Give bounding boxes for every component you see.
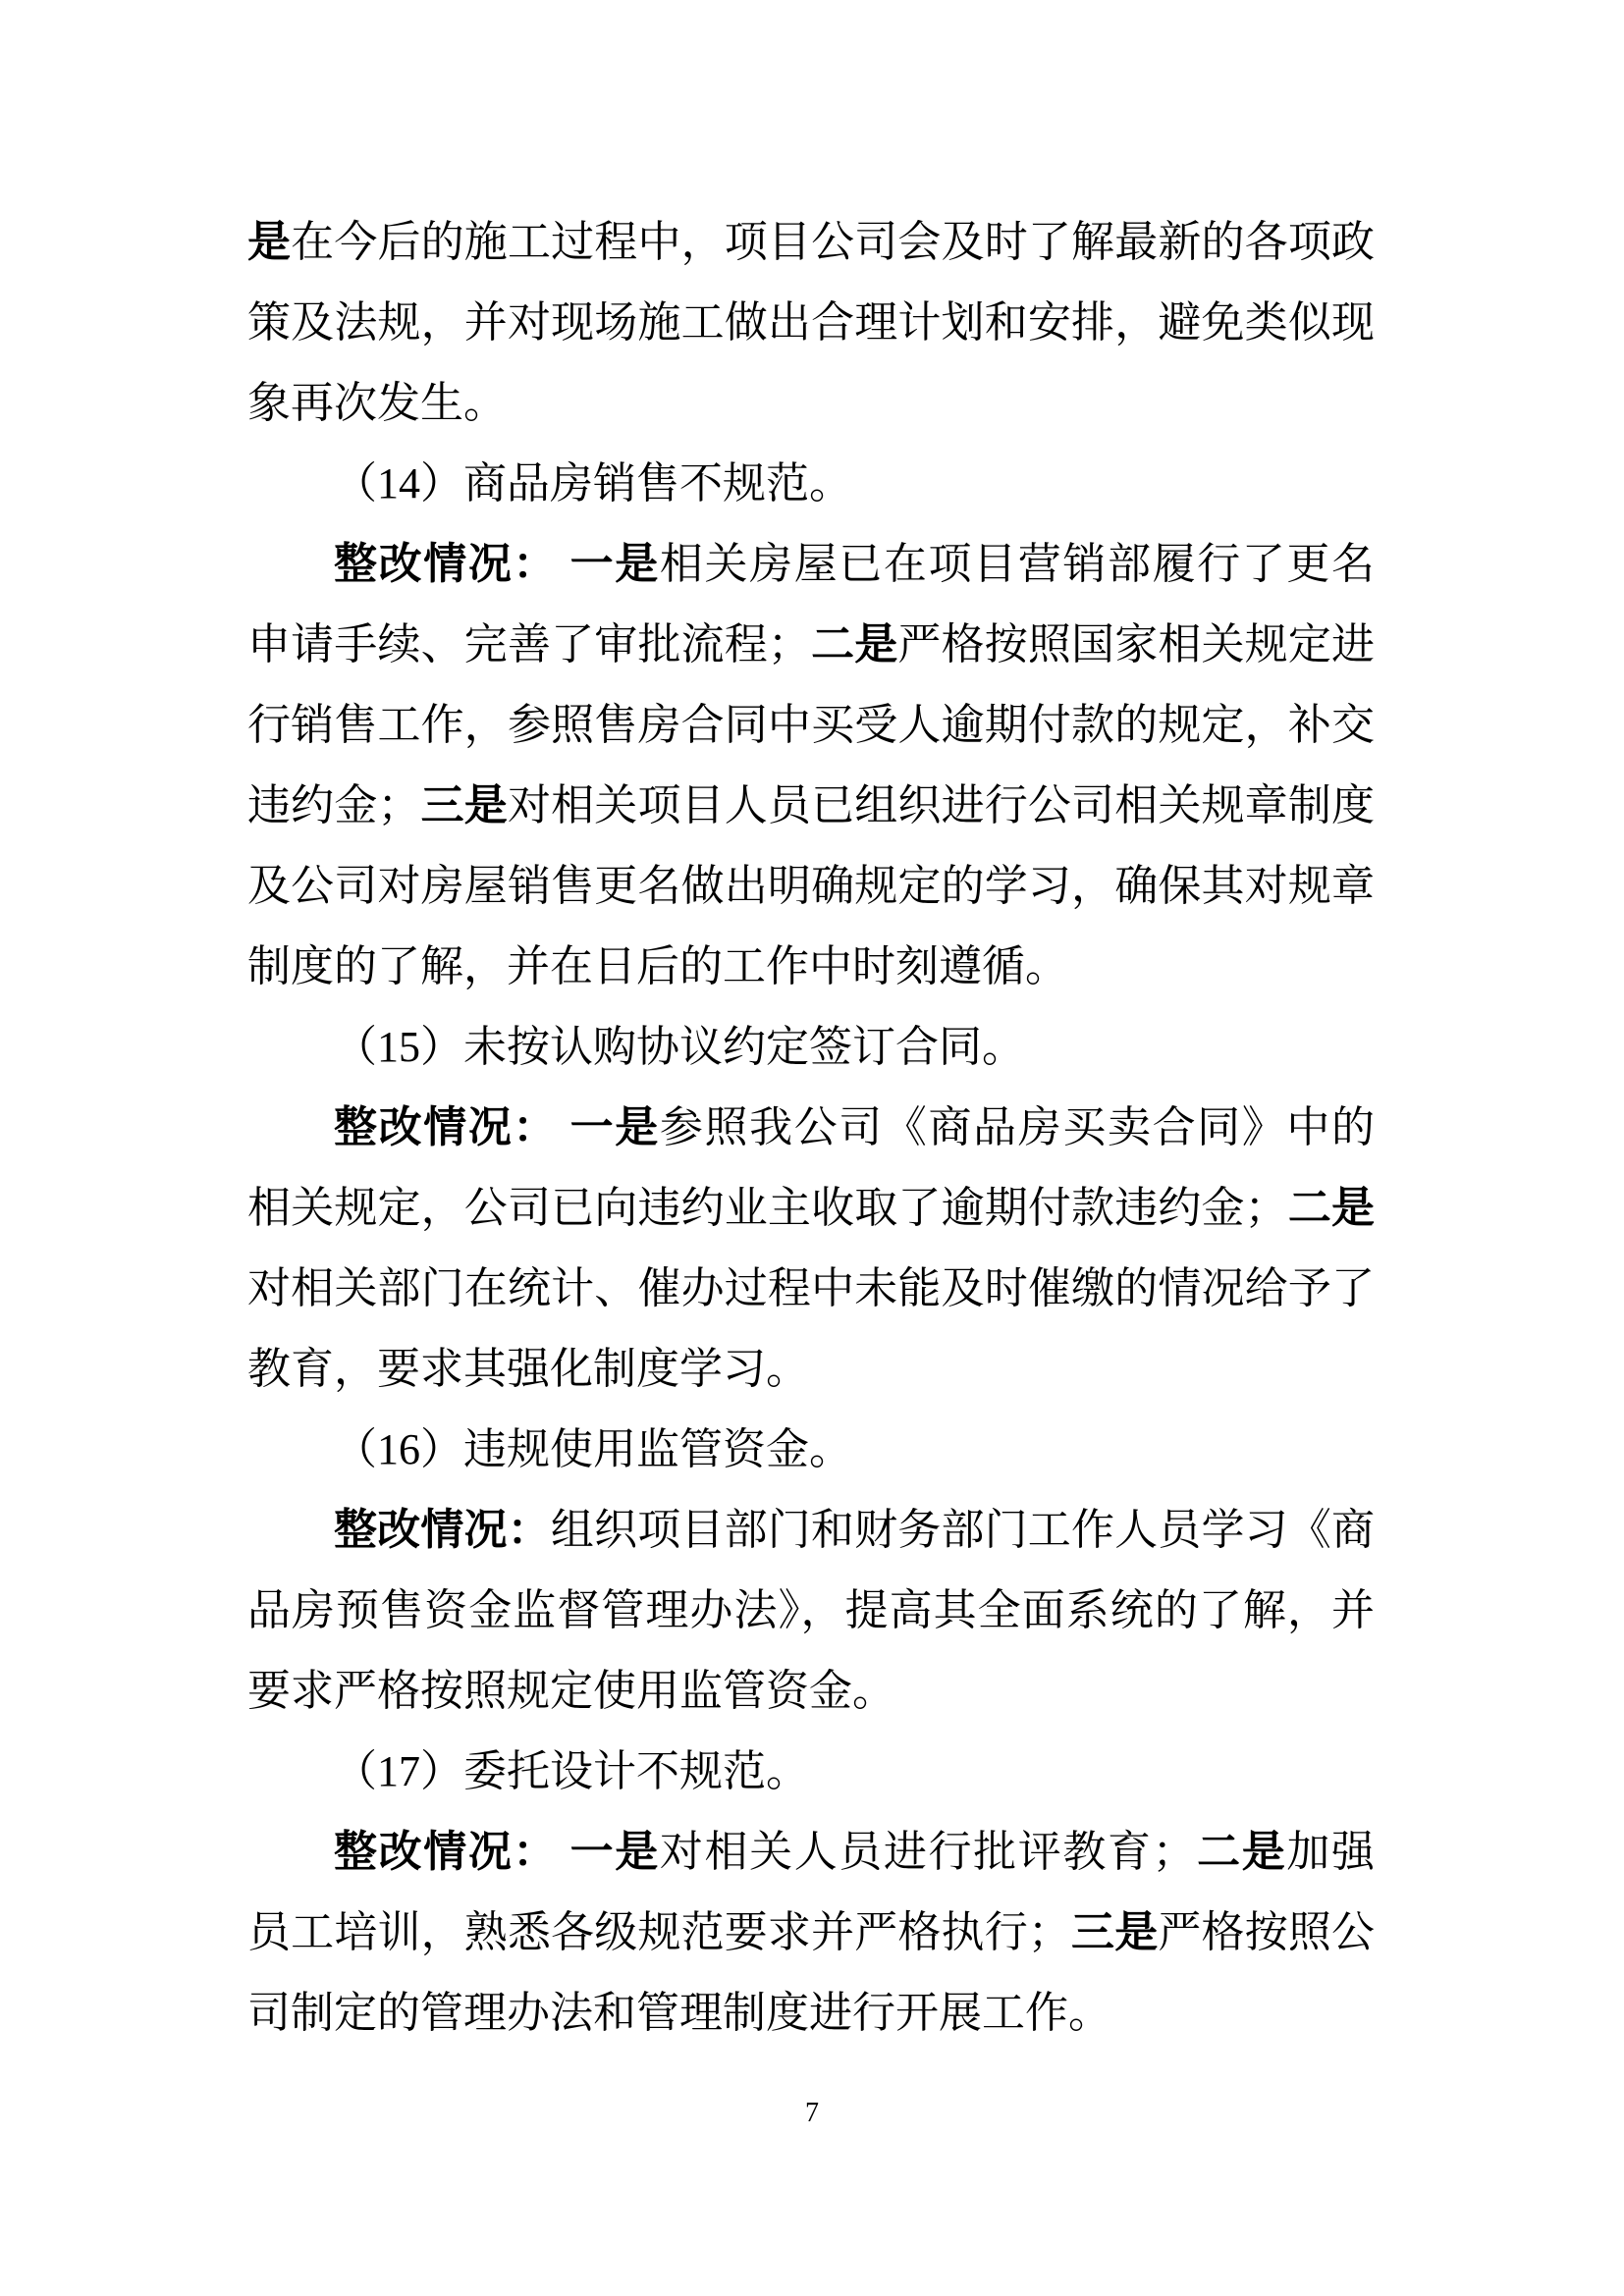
paragraph <box>247 202 1375 444</box>
text-run <box>558 540 570 588</box>
bold-run: 二是 <box>1195 1828 1287 1876</box>
bold-run: 整改情况： <box>334 1506 551 1554</box>
text-run: 对相关部门在统计、催办过程中未能及时催缴的情况给予了教育，要求其强化制度学习。 <box>247 1264 1375 1393</box>
paragraph <box>247 444 1375 524</box>
bold-run: 整改情况： <box>334 1103 559 1151</box>
text-run: （15）未按认购协议约定签订合同。 <box>334 1023 1025 1071</box>
bold-run: 一是 <box>569 1828 660 1876</box>
text-run: （17）委托设计不规范。 <box>334 1747 809 1795</box>
text-run: （14）商品房销售不规范。 <box>334 459 852 507</box>
bold-run: 一是 <box>569 1103 660 1151</box>
paragraph <box>247 1088 1375 1410</box>
paragraph <box>247 1732 1375 1812</box>
bold-run: 是 <box>247 218 292 266</box>
text-run: 对相关人员进行批评教育； <box>659 1828 1196 1876</box>
page-number: 7 <box>805 2098 819 2128</box>
text-block <box>247 202 1375 2054</box>
bold-run: 一是 <box>569 540 660 588</box>
paragraph <box>247 1007 1375 1088</box>
bold-run: 三是 <box>1070 1908 1159 1956</box>
bold-run: 二是 <box>1287 1184 1376 1232</box>
bold-run: 二是 <box>810 620 898 668</box>
text-run <box>558 1103 570 1151</box>
text-run: 参照我公司《商品房买卖合同》中的相关规定，公司已向违约业主收取了逾期付款违约金； <box>247 1103 1376 1232</box>
text-run: 在今后的施工过程中，项目公司会及时了解最新的各项政策及法规，并对现场施工做出合理计划和安排，避免类似现象再次发生。 <box>247 218 1376 427</box>
text-run: 相关房屋已在项目营销部履行了更名申请手续、完善了审批流程； <box>247 540 1376 668</box>
text-run <box>558 1828 570 1876</box>
paragraph <box>247 1490 1375 1732</box>
text-run: 加强员工培训，熟悉各级规范要求并严格执行； <box>247 1828 1376 1956</box>
bold-run: 整改情况： <box>334 1828 559 1876</box>
paragraph <box>247 1812 1375 2054</box>
paragraph <box>247 524 1375 1007</box>
text-run: 严格按照国家相关规定进行销售工作，参照售房合同中买受人逾期付款的规定，补交违约金； <box>247 620 1376 829</box>
text-run: 对相关项目人员已组织进行公司相关规章制度及公司对房屋销售更名做出明确规定的学习，确保其对规章制度的了解，并在日后的工作中时刻遵循。 <box>247 781 1376 990</box>
text-run: 严格按照公司制定的管理办法和管理制度进行开展工作。 <box>247 1908 1376 2037</box>
paragraph <box>247 1410 1375 1490</box>
bold-run: 整改情况： <box>334 540 559 588</box>
text-run: 组织项目部门和财务部门工作人员学习《商品房预售资金监督管理办法》，提高其全面系统的了解，并要求严格按照规定使用监管资金。 <box>247 1506 1376 1715</box>
text-run: （16）违规使用监管资金。 <box>334 1425 852 1473</box>
bold-run: 三是 <box>420 781 508 829</box>
